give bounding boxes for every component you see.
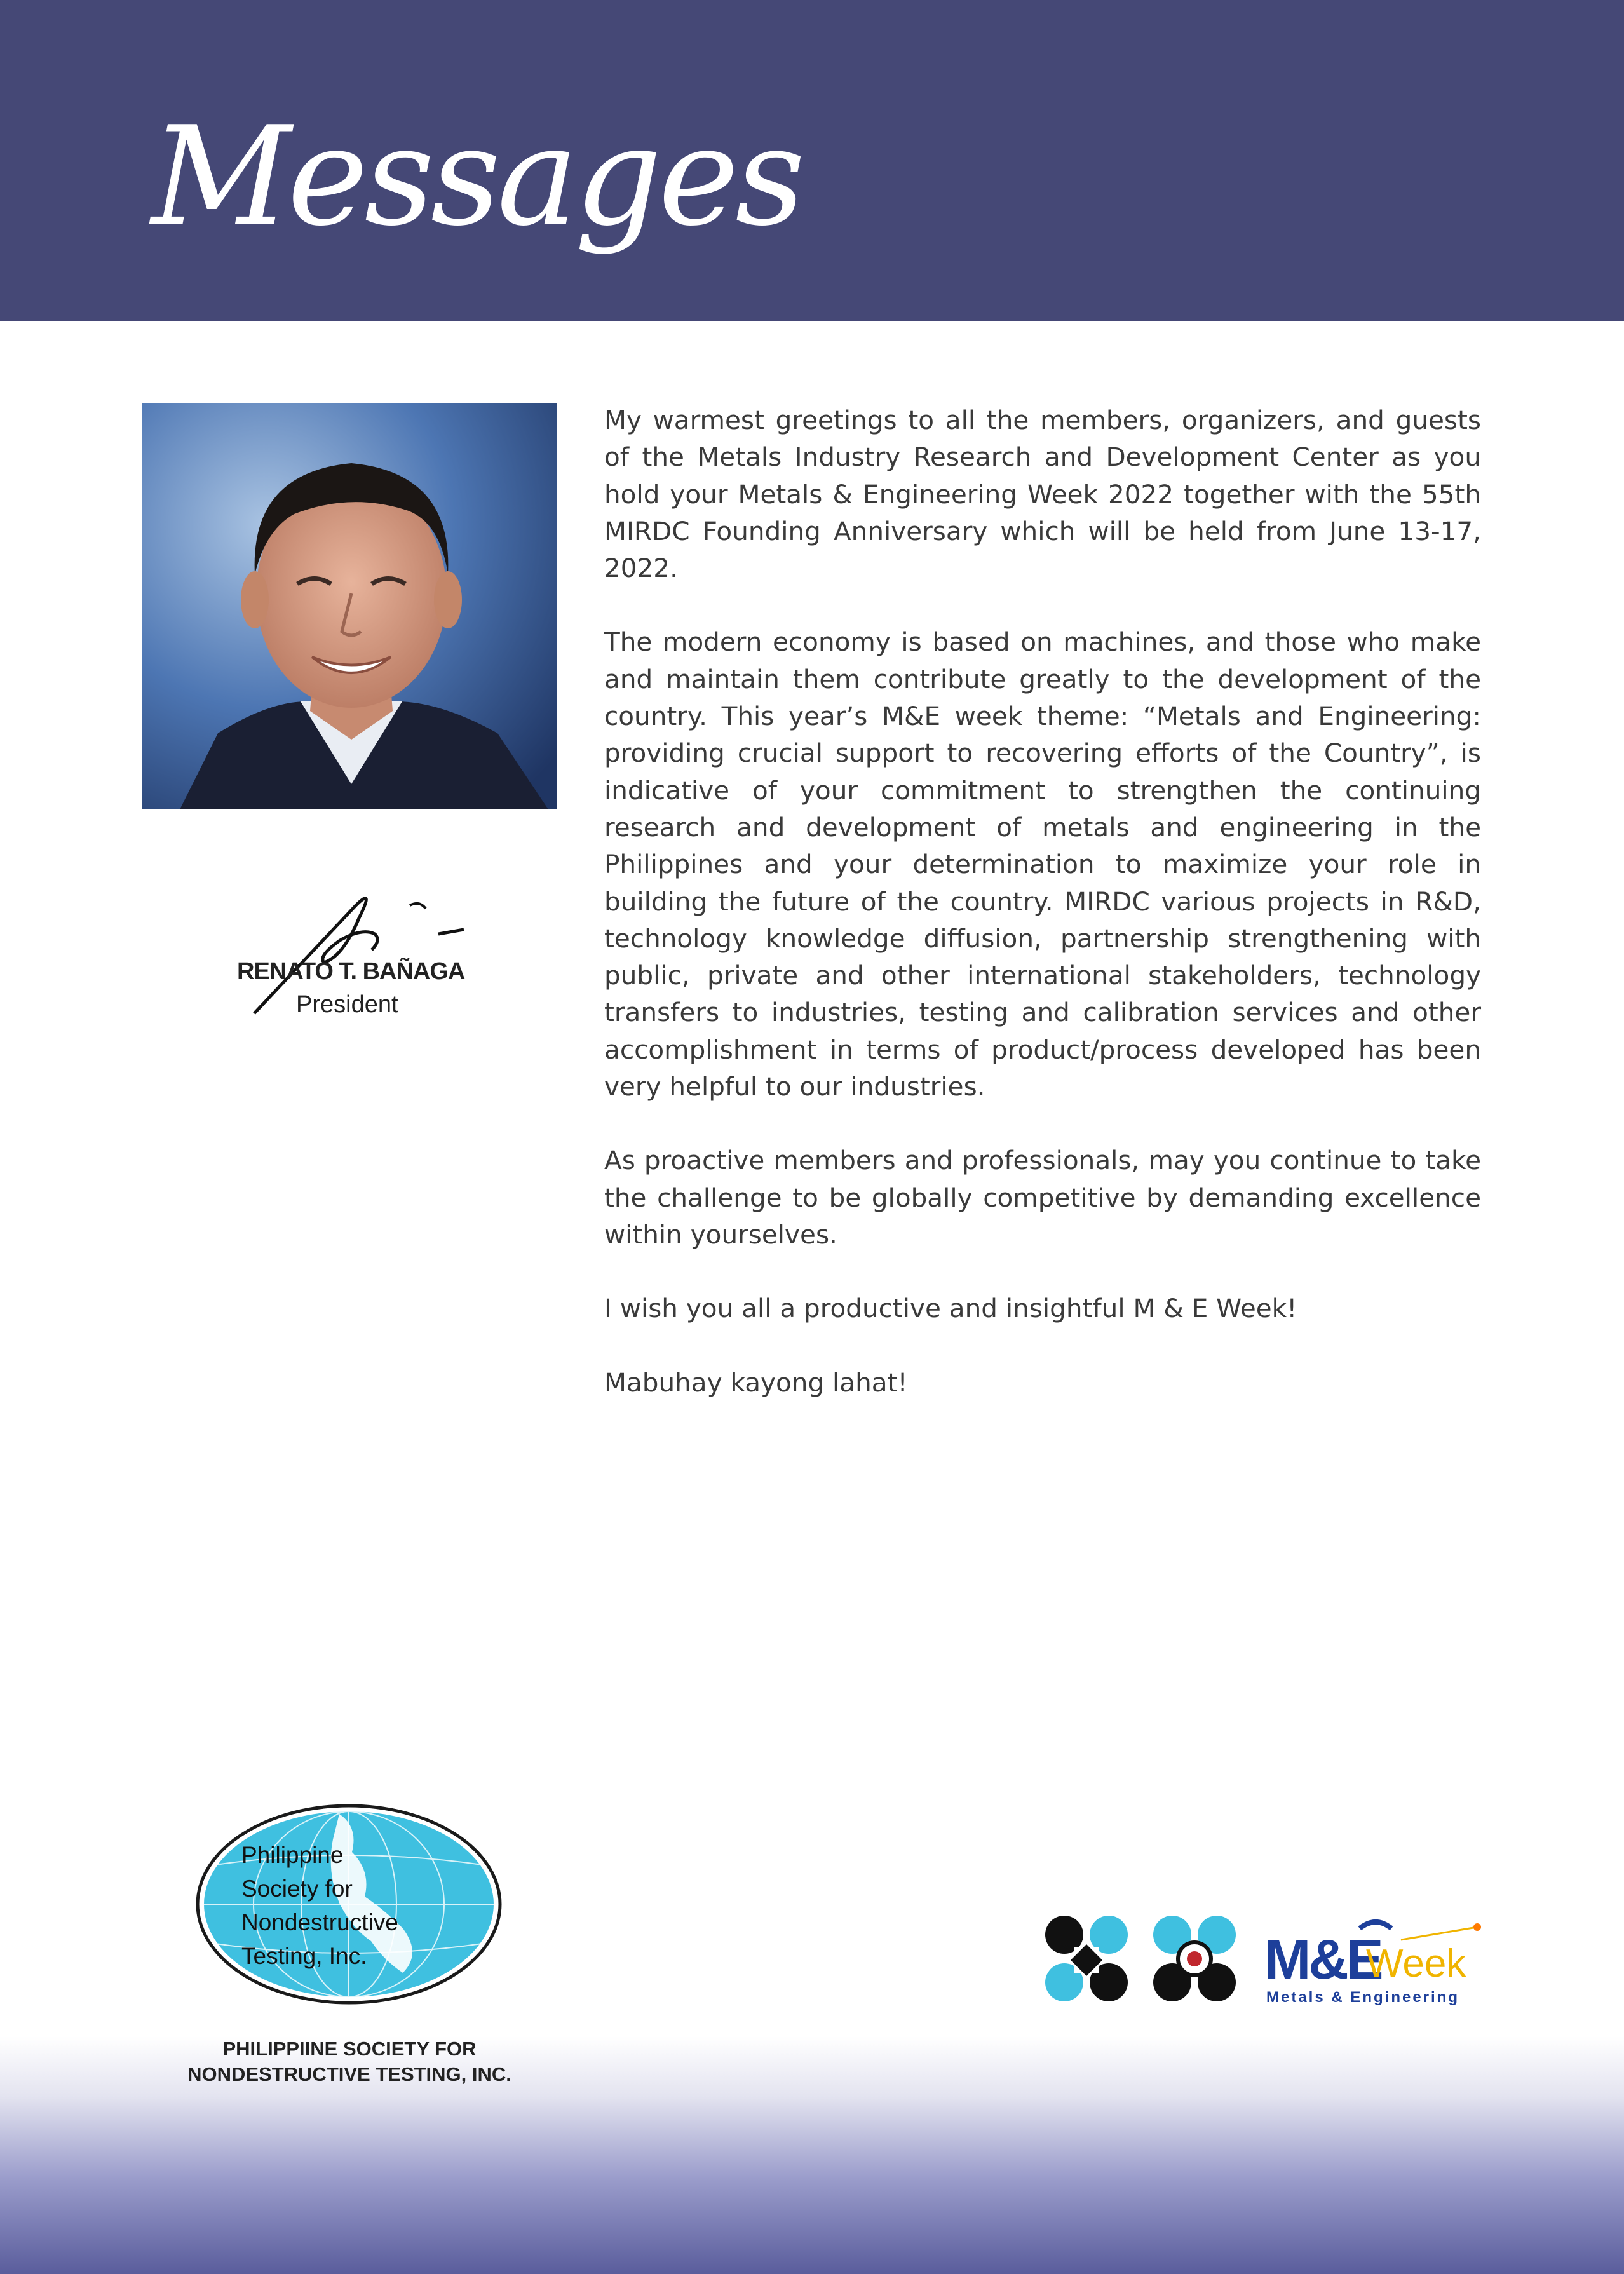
psnt-logo-line: Nondestructive xyxy=(241,1909,398,1935)
psnt-logo-text xyxy=(241,1838,398,1973)
psnt-logo-line: Philippine xyxy=(241,1842,344,1868)
psnt-logo-line: Society for xyxy=(241,1876,353,1902)
message-paragraph: As proactive members and professionals, may you continue to take the challenge to be globally competitive by demanding excellence within yourselves. xyxy=(604,1145,1481,1250)
psnt-caption-line: NONDESTRUCTIVE TESTING, INC. xyxy=(187,2063,511,2085)
message-body xyxy=(604,402,1481,1438)
me-brand: M&E xyxy=(1264,1928,1381,1991)
psnt-caption xyxy=(127,2036,572,2087)
psnt-logo-line: Testing, Inc. xyxy=(241,1943,367,1969)
message-paragraph: The modern economy is based on machines, and those who make and maintain them contribute greatly to the development of the country. This year’s M&E week theme: “Metals and Engineering: providing crucial support to recovering efforts of the Country”, is indicative of your commitment to strengthen the continuing research and development of metals and engineering in the Philippines and your determination to maximize your role in building the future of the country. MIRDC various projects in R&D, technology knowledge diffusion, partnership strengthening with public, private and other international stakeholders, technology transfers to industries, testing and calibration services and other accomplishment in terms of product/process developed has been very helpful to our industries. xyxy=(604,626,1481,1102)
message-paragraph: I wish you all a productive and insightful M & E Week! xyxy=(604,1293,1297,1324)
dost-logo-icon xyxy=(1153,1916,1236,2001)
signatory-title: President xyxy=(296,991,398,1018)
mirdc-logo-icon xyxy=(1045,1916,1128,2001)
psnt-caption-line: PHILIPPIINE SOCIETY FOR xyxy=(222,2038,477,2060)
me-subtitle: Metals & Engineering xyxy=(1266,1989,1460,2006)
signatory-name: RENATO T. BAÑAGA xyxy=(237,958,465,985)
header-banner xyxy=(0,0,1624,321)
message-paragraph: Mabuhay kayong lahat! xyxy=(604,1367,908,1398)
message-paragraph: My warmest greetings to all the members, organizers, and guests of the Metals Industry Research and Development Center as you hold your Metals & Engineering Week 2022 together with the 55th MIRDC Founding Anniversary which will be held from June 13-17, 2022. xyxy=(604,405,1481,584)
me-week: Week xyxy=(1366,1942,1466,1986)
page-title: Messages xyxy=(151,97,802,256)
portrait-photo xyxy=(142,403,557,809)
